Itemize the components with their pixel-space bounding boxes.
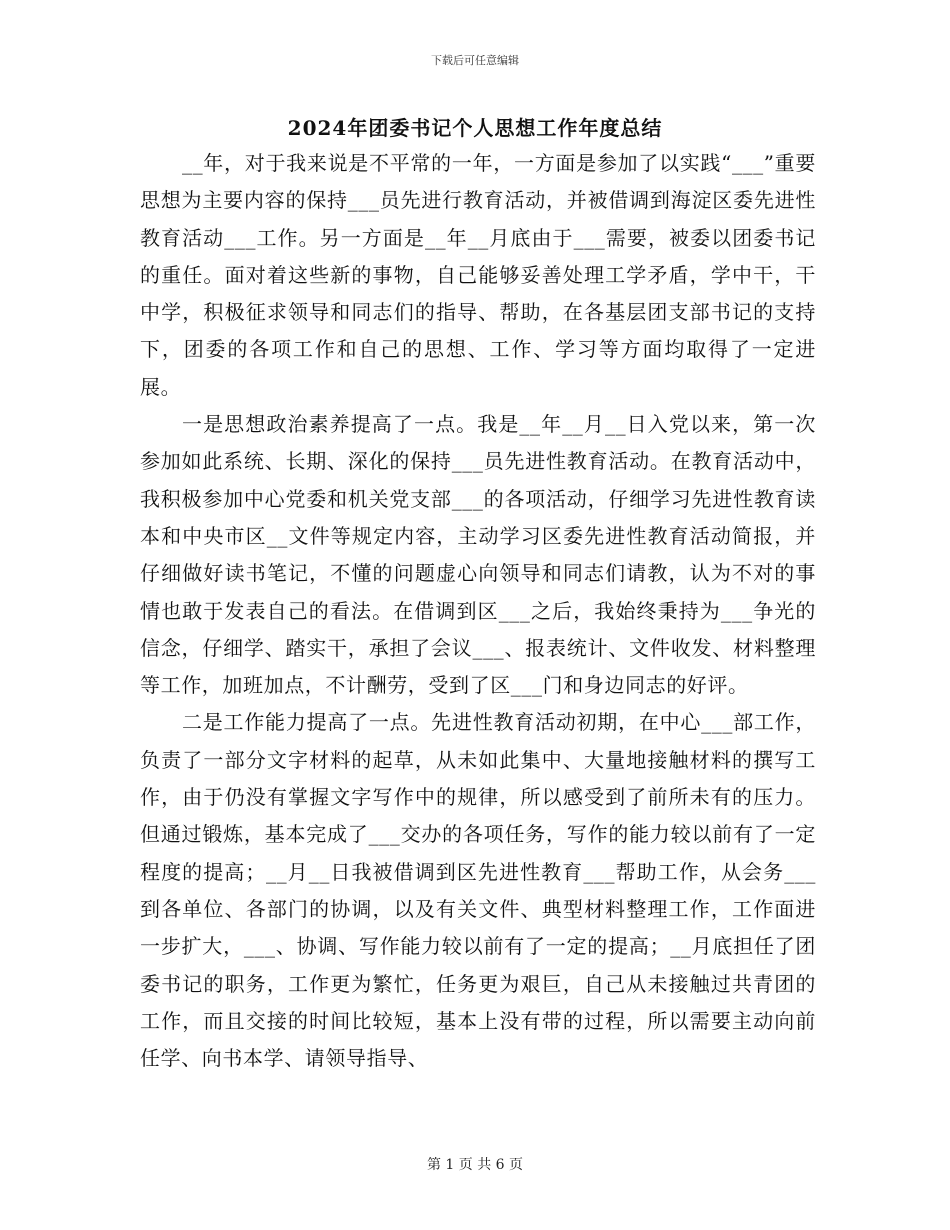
header-note: 下载后可任意编辑	[431, 54, 519, 67]
document-body	[140, 145, 816, 1077]
paragraph-ability: 二是工作能力提高了一点。先进性教育活动初期，在中心___部工作，负责了一部分文字材料的起草，从未如此集中、大量地接触材料的撰写工作，由于仍没有掌握文字写作中的规律，所以感受到了前所未有的压力。但通过锻炼，基本完成了___交办的各项任务，写作的能力较以前有了一定程度的提高；__月__日我被借调到区先进性教育___帮助工作，从会务___到各单位、各部门的协调，以及有关文件、典型材料整理工作，工作面进一步扩大，___、协调、写作能力较以前有了一定的提高；__月底担任了团委书记的职务，工作更为繁忙，任务更为艰巨，自己从未接触过共青团的工作，而且交接的时间比较短，基本上没有带的过程，所以需要主动向前任学、向书本学、请领导指导、	[140, 710, 816, 1071]
paragraph-political: 一是思想政治素养提高了一点。我是__年__月__日入党以来，第一次参加如此系统、长期、深化的保持___员先进性教育活动。在教育活动中，我积极参加中心党委和机关党支部___的各项活动，仔细学习先进性教育读本和中央市区__文件等规定内容，主动学习区委先进性教育活动简报，并仔细做好读书笔记，不懂的问题虚心向领导和同志们请教，认为不对的事情也敢于发表自己的看法。在借调到区___之后，我始终秉持为___争光的信念，仔细学、踏实干，承担了会议___、报表统计、文件收发、材料整理等工作，加班加点，不计酬劳，受到了区___门和身边同志的好评。	[140, 412, 816, 698]
page-number: 第 1 页 共 6 页	[426, 1157, 524, 1173]
paragraph-intro: __年，对于我来说是不平常的一年，一方面是参加了以实践“___”重要思想为主要内容的保持___员先进行教育活动，并被借调到海淀区委先进性教育活动___工作。另一方面是__年__月底由于___需要，被委以团委书记的重任。面对着这些新的事物，自己能够妥善处理工学矛盾，学中干，干中学，积极征求领导和同志们的指导、帮助，在各基层团支部书记的支持下，团委的各项工作和自己的思想、工作、学习等方面均取得了一定进展。	[140, 151, 816, 399]
document-title: 2024年团委书记个人思想工作年度总结	[287, 116, 663, 140]
